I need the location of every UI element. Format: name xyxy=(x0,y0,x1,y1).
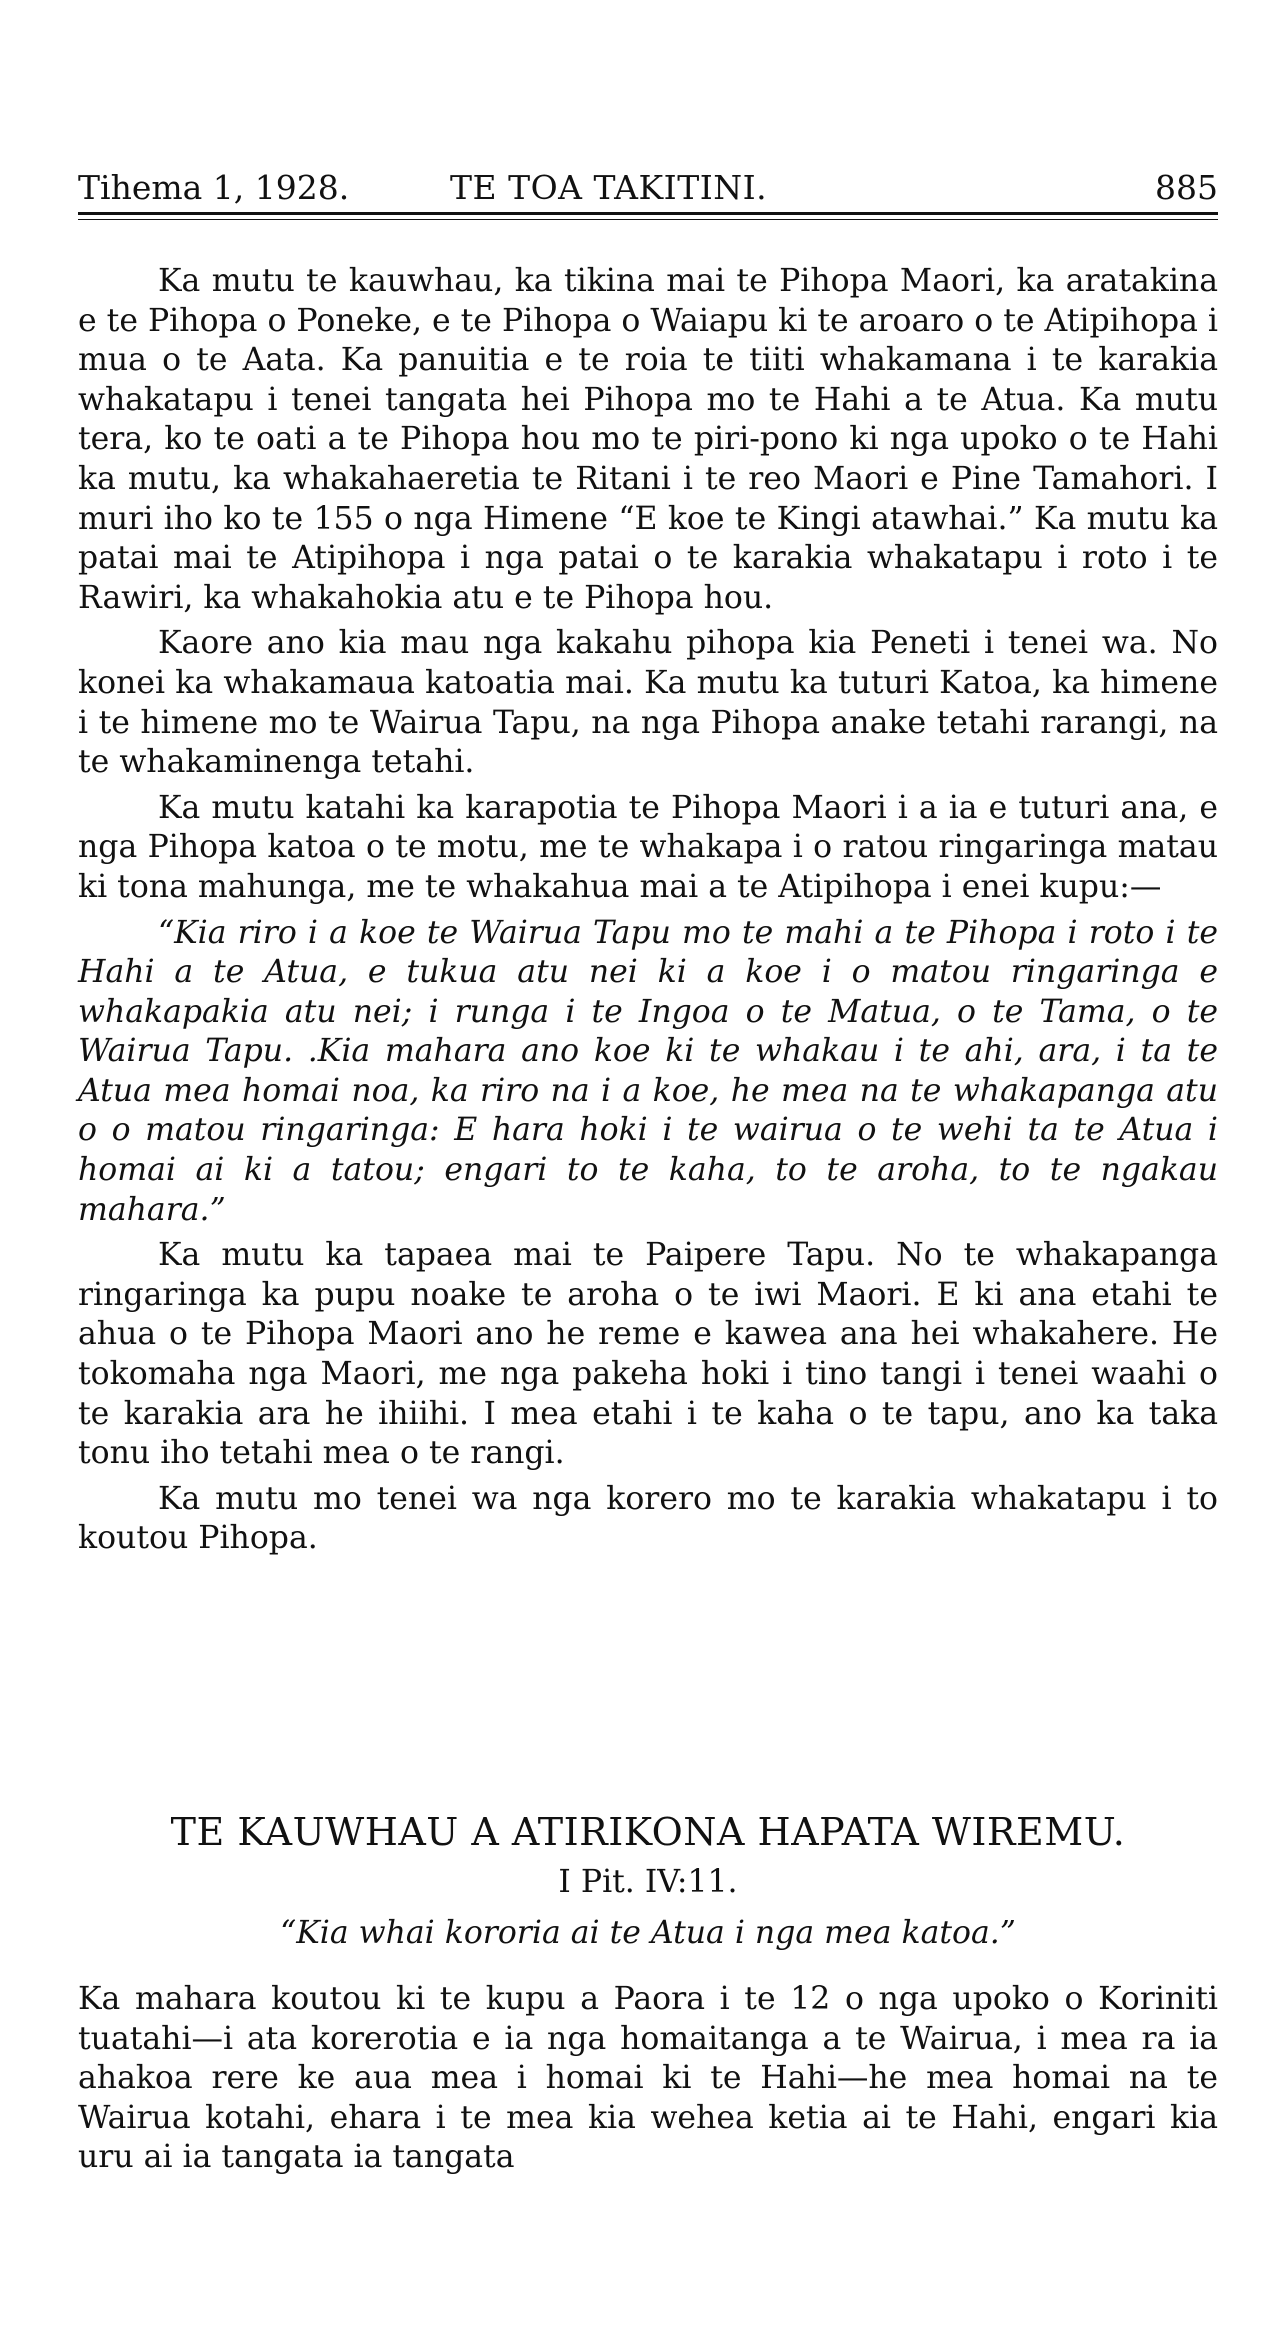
paragraph-vestments: Kaore ano kia mau nga kakahu pihopa kia Peneti i tenei wa. No konei ka whakamaua katoatia mai. Ka mutu ka tuturi Katoa, ka himene i te himene mo te Wairua Tapu, na nga Pihopa anake tetahi rarangi, na te whakaminenga tetahi. xyxy=(78,625,1218,781)
paragraph-sermon-opening: Ka mahara koutou ki te kupu a Paora i te 12 o nga upoko o Koriniti tuatahi—i ata korerotia e ia nga homaitanga a te Wairua, i mea ra ia ahakoa rere ke aua mea i homai ki te Hahi—he mea homai na te Wairua kotahi, ehara i te mea kia wehea ketia ai te Hahi, engari kia uru ai ia tangata ia tangata xyxy=(78,1981,1218,2176)
paragraph-consecration: Ka mutu te kauwhau, ka tikina mai te Pihopa Maori, ka aratakina e te Pihopa o Poneke, e te Pihopa o Waiapu ki te aroaro o te Atipihopa i mua o te Aata. Ka panuitia e te roia te tiiti whakamana i te karakia whakatapu i tenei tangata hei Pihopa mo te Hahi a te Atua. Ka mutu tera, ko te oati a te Pihopa hou mo te piri-pono ki nga upoko o te Hahi ka mutu, ka whakahaeretia te Ritani i te reo Maori e Pine Tamahori. I muri iho ko te 155 o nga Himene “E koe te Kingi atawhai.” Ka mutu ka patai mai te Atipihopa i nga patai o te karakia whakatapu i roto i te Rawiri, ka whakahokia atu e te Pihopa hou. xyxy=(78,263,1218,616)
header-page-number: 885 xyxy=(1155,168,1218,207)
header-rule-thick xyxy=(78,212,1218,215)
paragraph-closing: Ka mutu mo tenei wa nga korero mo te karakia whakatapu i to koutou Pihopa. xyxy=(78,1480,1218,1557)
section-title: TE KAUWHAU A ATIRIKONA HAPATA WIREMU. xyxy=(170,1810,1126,1854)
sermon-body xyxy=(78,1980,1218,2178)
header-date: Tihema 1, 1928. xyxy=(78,168,350,207)
section-epigraph: “Kia whai kororia ai te Atua i nga mea katoa.” xyxy=(280,1915,1016,1951)
running-header xyxy=(78,168,1218,208)
paragraph-bible-presented: Ka mutu ka tapaea mai te Paipere Tapu. No te whakapanga ringaringa ka pupu noake te aroha o te iwi Maori. E ki ana etahi te ahua o te Pihopa Maori ano he reme e kawea ana hei whakahere. He tokomaha nga Maori, me nga pakeha hoki i tino tangi i tenei waahi o te karakia ara he ihiihi. I mea etahi i te kaha o te tapu, ano ka taka tonu iho tetahi mea o te rangi. xyxy=(78,1237,1218,1472)
article-body xyxy=(78,262,1218,1559)
paragraph-laying-on-hands: Ka mutu katahi ka karapotia te Pihopa Maori i a ia e tuturi ana, e nga Pihopa katoa o te motu, me te whakapa i o ratou ringaringa matau ki tona mahunga, me te whakahua mai a te Atipihopa i enei kupu:— xyxy=(78,789,1218,905)
header-publication-title: TE TOA TAKITINI. xyxy=(450,168,768,207)
header-rule-thin xyxy=(78,219,1218,220)
scripture-reference: I Pit. IV:11. xyxy=(558,1864,738,1900)
paragraph-archbishop-words: “Kia riro i a koe te Wairua Tapu mo te mahi a te Pihopa i roto i te Hahi a te Atua, e tukua atu nei ki a koe i o matou ringaringa e whakapakia atu nei; i runga i te Ingoa o te Matua, o te Tama, o te Wairua Tapu. .Kia mahara ano koe ki te whakau i te ahi, ara, i ta te Atua mea homai noa, ka riro na i a koe, he mea na te whakapanga atu o o matou ringaringa: E hara hoki i te wairua o te wehi ta te Atua i homai ai ki a tatou; engari to te kaha, to te aroha, to te ngakau mahara.” xyxy=(78,914,1218,1228)
